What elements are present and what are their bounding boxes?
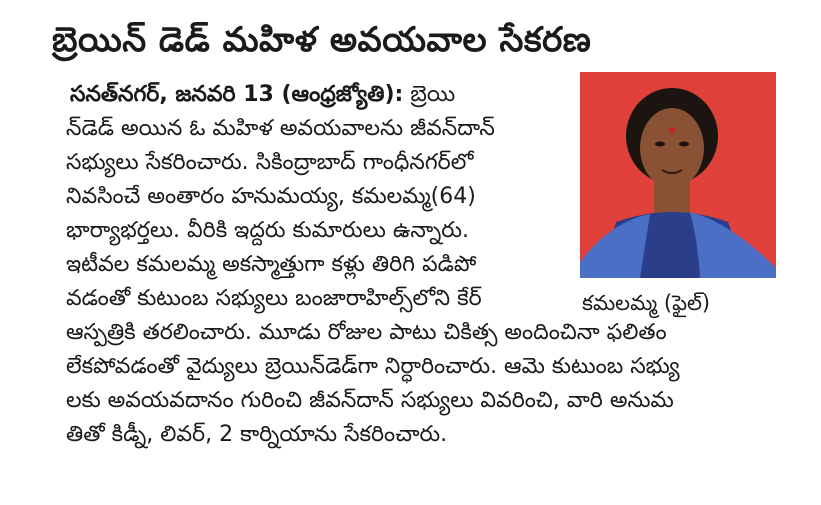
face	[640, 108, 704, 188]
article-line-2: న్‌డెడ్ అయిన ఓ మహిళ అవయవాలను జీవన్‌దాన్	[66, 116, 495, 141]
photo-caption: కమలమ్మ (ఫైల్)	[582, 291, 711, 315]
headline: బ్రెయిన్ డెడ్ మహిళ అవయవాల సేకరణ	[52, 20, 592, 60]
left-eye	[655, 142, 665, 147]
dateline-line	[70, 80, 455, 110]
bindi	[669, 127, 675, 133]
article-line-3: సభ్యులు సేకరించారు. సికింద్రాబాద్ గాంధీనగర్‌లో	[66, 150, 474, 175]
article-line-11: తితో కిడ్నీ, లివర్, 2 కార్నియాను సేకరించారు.	[66, 422, 448, 447]
dateline: సనత్‌నగర్, జనవరి 13 (ఆంధ్రజ్యోతి):	[70, 82, 404, 107]
article-line-5: భార్యాభర్తలు. వీరికి ఇద్దరు కుమారులు ఉన్నారు.	[66, 218, 469, 243]
article-line-4: నివసించే అంతారం హనుమయ్య, కమలమ్మ(64)	[66, 184, 476, 209]
portrait-illustration	[580, 72, 776, 278]
article-line-6: ఇటీవల కమలమ్మ అకస్మాత్తుగా కళ్లు తిరిగి పడిపో	[66, 252, 477, 277]
article-line-7: వడంతో కుటుంబ సభ్యులు బంజారాహిల్స్‌లోని కేర్	[66, 286, 482, 311]
article-line-9: లేకపోవడంతో వైద్యులు బ్రెయిన్‌డెడ్‌గా నిర్ధారించారు. ఆమె కుటుంబ సభ్యు	[66, 354, 680, 379]
article-line-8: ఆస్పత్రికి తరలించారు. మూడు రోజుల పాటు చికిత్స అందించినా ఫలితం	[66, 320, 667, 345]
article-line-10: లకు అవయవదానం గురించి జీవన్‌దాన్ సభ్యులు వివరించి, వారి అనుమ	[66, 388, 674, 413]
portrait-photo	[580, 72, 776, 278]
article-line-1: బ్రెయి	[410, 82, 456, 107]
right-eye	[679, 142, 689, 147]
